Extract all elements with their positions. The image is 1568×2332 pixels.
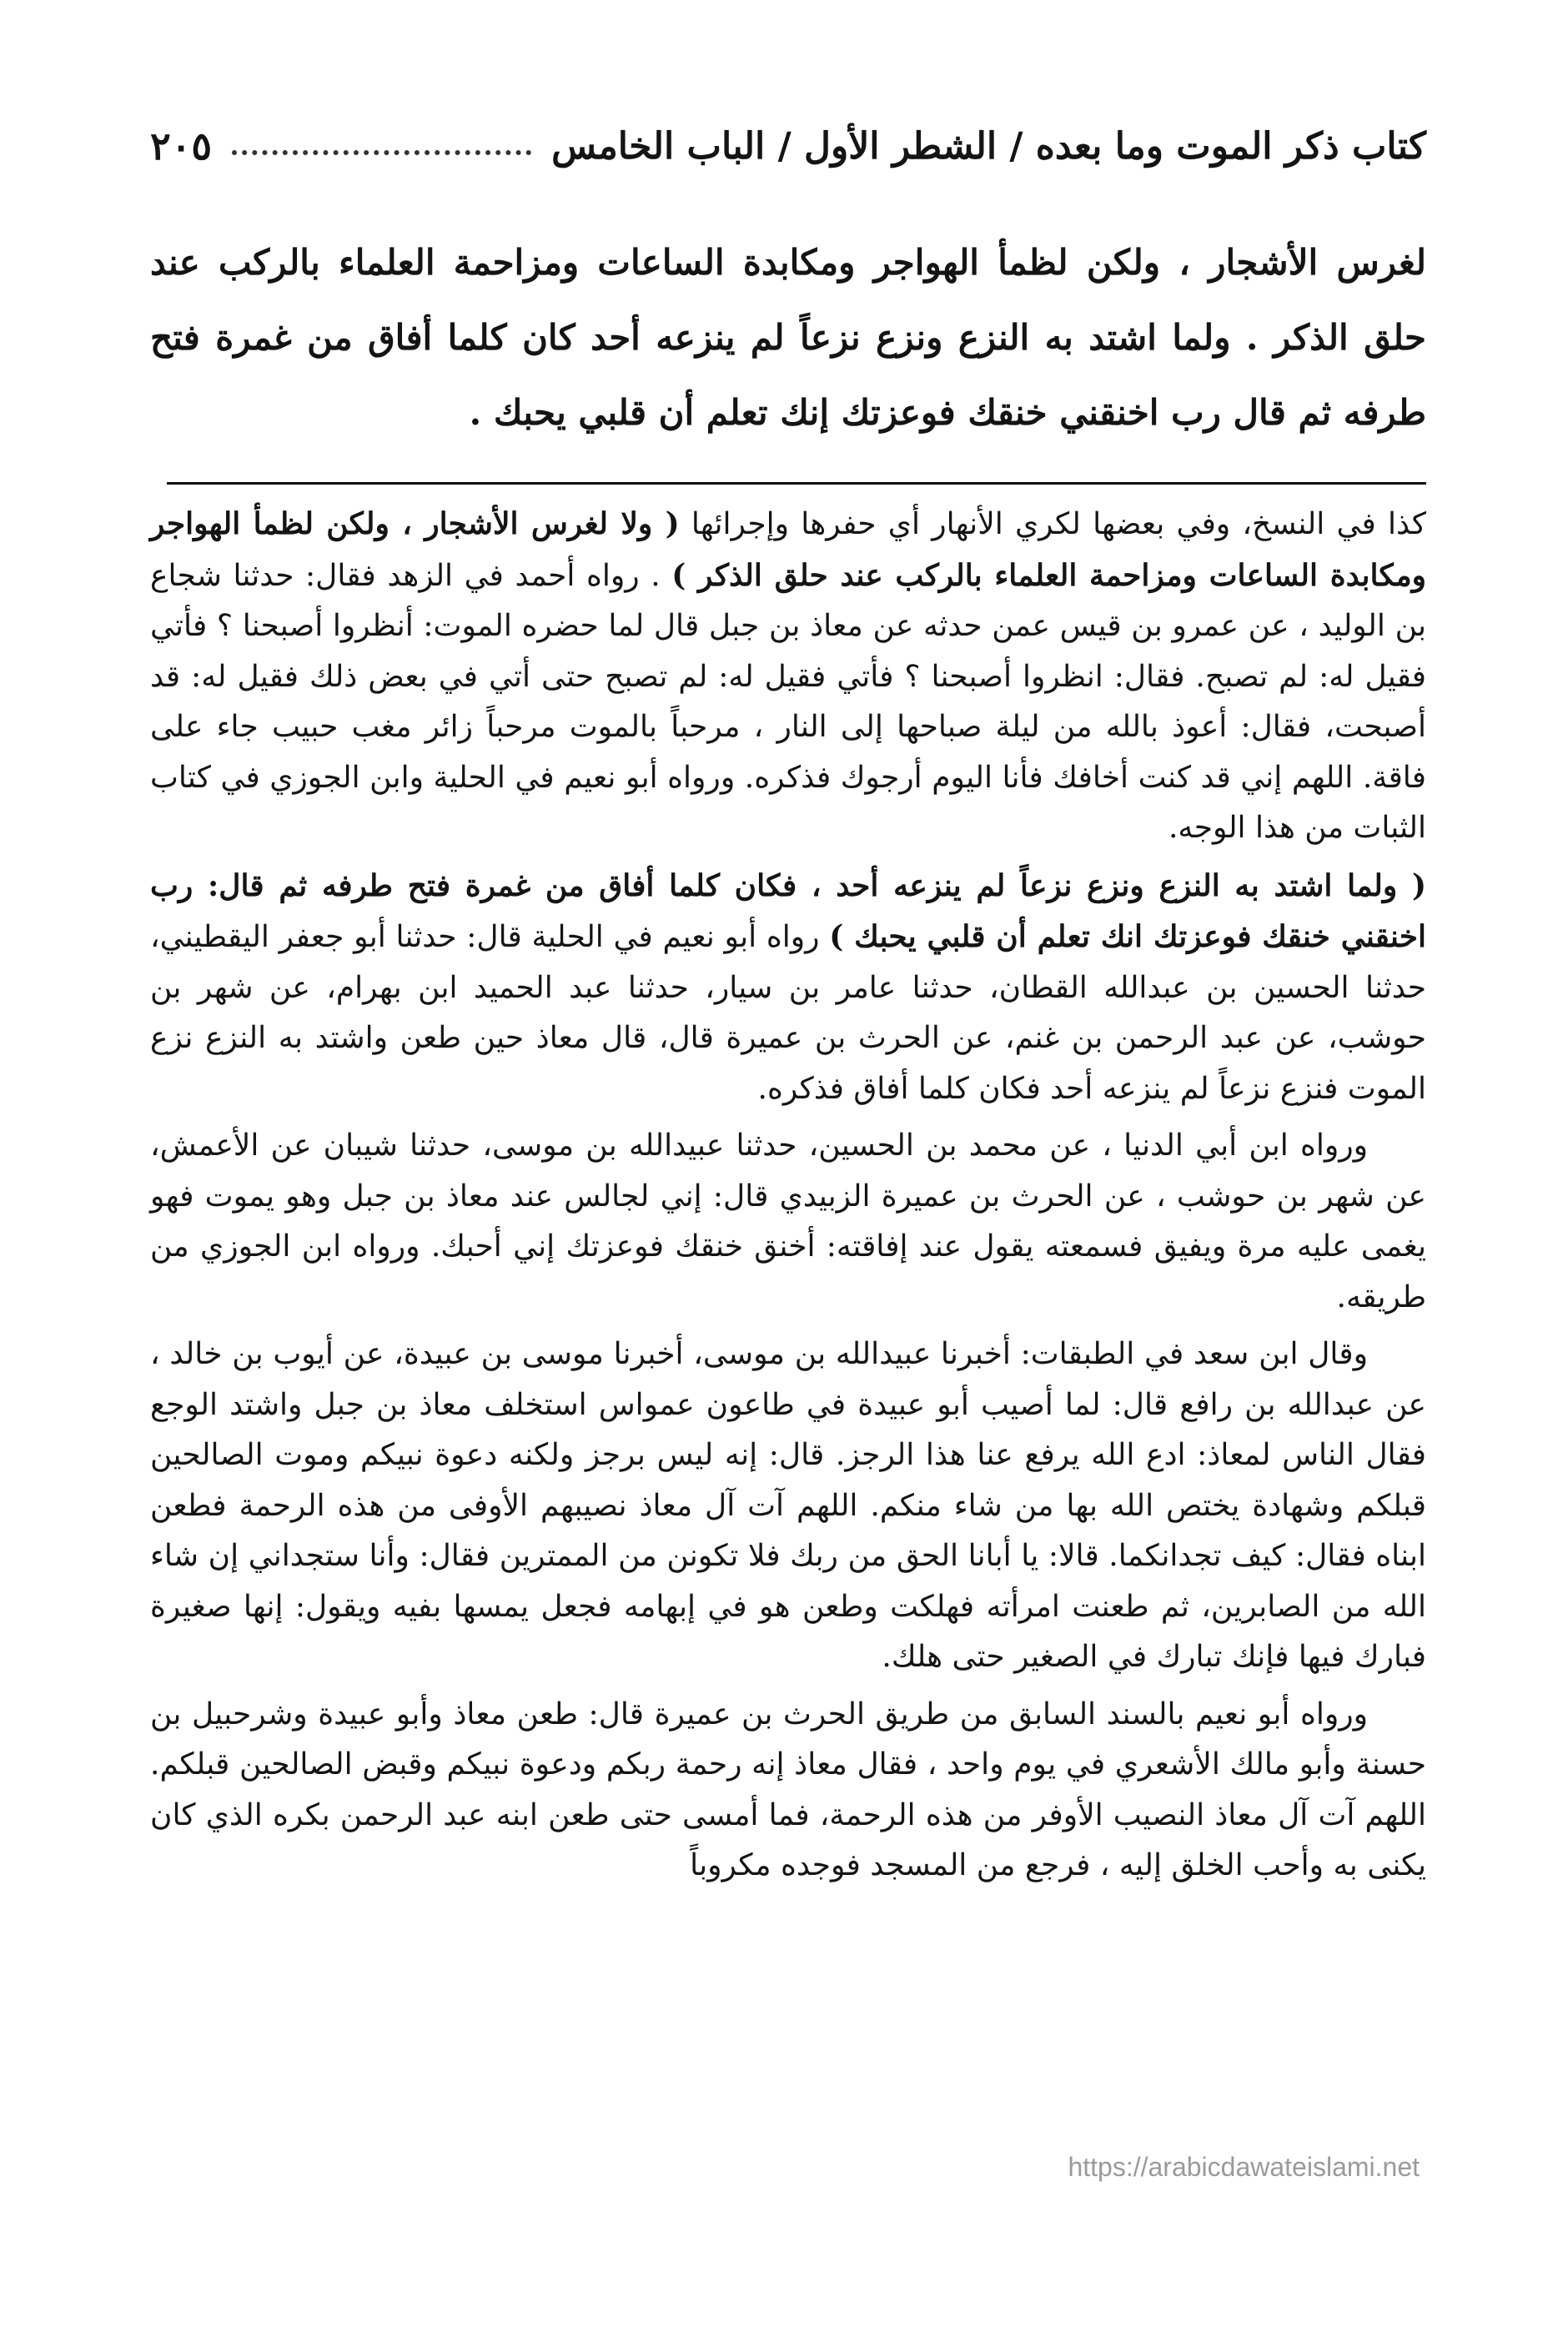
footnote-divider (167, 482, 1426, 485)
note-2-quote: ( ولما اشتد به النزع ونزع نزعاً لم ينزعه أحد ، فكان كلما أفاق من غمرة فتح طرفه ثم قال: رب اخنقني خنقك فوعزتك انك تعلم أن قلبي يحبك ) (150, 867, 1426, 954)
note-1-quote: ( ولا لغرس الأشجار ، ولكن لظمأ الهواجر ومكابدة الساعات ومزاحمة العلماء بالركب عند حلق الذكر ) (150, 506, 1426, 593)
note-2-body: رواه أبو نعيم في الحلية قال: حدثنا أبو جعفر اليقطيني، حدثنا الحسين بن عبدالله القطان، حدثنا عامر بن سيار، حدثنا عبد الحميد ابن بهرام، عن شهر بن حوشب، عن عبد الرحمن بن غنم، عن الحرث بن عميرة قال، قال معاذ حين طعن واشتد به النزع نزع الموت فنزع نزعاً لم ينزعه أحد فكان كلما أفاق فذكره. (150, 920, 1426, 1106)
note-1-body: . رواه أحمد في الزهد فقال: حدثنا شجاع بن الوليد ، عن عمرو بن قيس عمن حدثه عن معاذ بن جبل قال لما حضره الموت: أنظروا أصبحنا ؟ فأتي فقيل له: لم تصبح. فقال: انظروا أصبحنا ؟ فأتي فقيل له: لم تصبح حتى أتي في بعض ذلك فقيل له: قد أصبحت، فقال: أعوذ بالله من ليلة صباحها إلى النار ، مرحباً بالموت مرحباً زائر مغب حبيب جاء على فاقة. اللهم إني قد كنت أخافك فأنا اليوم أرجوك فذكره. ورواه أبو نعيم في الحلية وابن الجوزي في كتاب الثبات من هذا الوجه. (150, 558, 1426, 845)
note-paragraph-5: ورواه أبو نعيم بالسند السابق من طريق الحرث بن عميرة قال: طعن معاذ وأبو عبيدة وشرحبيل بن حسنة وأبو مالك الأشعري في يوم واحد ، فقال معاذ إنه رحمة ربكم ودعوة نبيكم وقبض الصالحين قبلكم. اللهم آت آل معاذ النصيب الأوفر من هذه الرحمة، فما أمسى حتى طعن ابنه عبد الرحمن بكره الذي كان يكنى به وأحب الخلق إليه ، فرجع من المسجد فوجده مكروباً (150, 1696, 1426, 1882)
note-paragraph-1 (150, 499, 1426, 854)
watermark-url: https://arabicdawateislami.net (1068, 2152, 1420, 2182)
footnotes (150, 499, 1426, 1898)
note-1-lead: كذا في النسخ، وفي بعضها لكري الأنهار أي حفرها وإجرائها (691, 507, 1426, 541)
running-header (150, 117, 1426, 175)
note-paragraph-4: وقال ابن سعد في الطبقات: أخبرنا عبيدالله بن موسى، أخبرنا موسى بن عبيدة، عن أيوب بن خالد ، عن عبدالله بن رافع قال: لما أصيب أبو عبيدة في طاعون عمواس استخلف معاذ بن جبل واشتد الوجع فقال الناس لمعاذ: ادع الله يرفع عنا هذا الرجز. قال: إنه ليس برجز ولكنه دعوة نبيكم وموت الصالحين قبلكم وشهادة يختص الله بها من شاء منكم. اللهم آت آل معاذ نصيبهم الأوفى من هذه الرحمة فطعن ابناه فقال: كيف تجدانكما. قالا: يا أبانا الحق من ربك فلا تكونن من الممترين فقال: وأنا ستجداني إن شاء الله من الصابرين، ثم طعنت امرأته فهلكت وطعن هو في إبهامه فجعل يمسها بفيه ويقول: إنها صغيرة فبارك فيها فإنك تبارك في الصغير حتى هلك. (150, 1337, 1427, 1674)
header-title: كتاب ذكر الموت وما بعده / الشطر الأول / الباب الخامس (551, 124, 1426, 168)
note-paragraph-3: ورواه ابن أبي الدنيا ، عن محمد بن الحسين، حدثنا عبيدالله بن موسى، حدثنا شيبان عن الأعمش، عن شهر بن حوشب ، عن الحرث بن عميرة الزبيدي قال: إني لجالس عند معاذ بن جبل وهو يموت فهو يغمى عليه مرة ويفيق فسمعته يقول عند إفاقته: أخنق خنقك فوعزتك إني أحبك. ورواه ابن الجوزي من طريقه. (150, 1128, 1426, 1314)
main-text: لغرس الأشجار ، ولكن لظمأ الهواجر ومكابدة الساعات ومزاحمة العلماء بالركب عند حلق الذكر . ولما اشتد به النزع ونزع نزعاً لم ينزعه أحد كان كلما أفاق من غمرة فتح طرفه ثم قال رب اخنقني خنقك فوعزتك إنك تعلم أن قلبي يحبك . (150, 242, 1426, 433)
note-paragraph-2 (150, 861, 1426, 1115)
header-dot-leader (232, 150, 531, 155)
page-number: ٢٠٥ (150, 123, 213, 168)
